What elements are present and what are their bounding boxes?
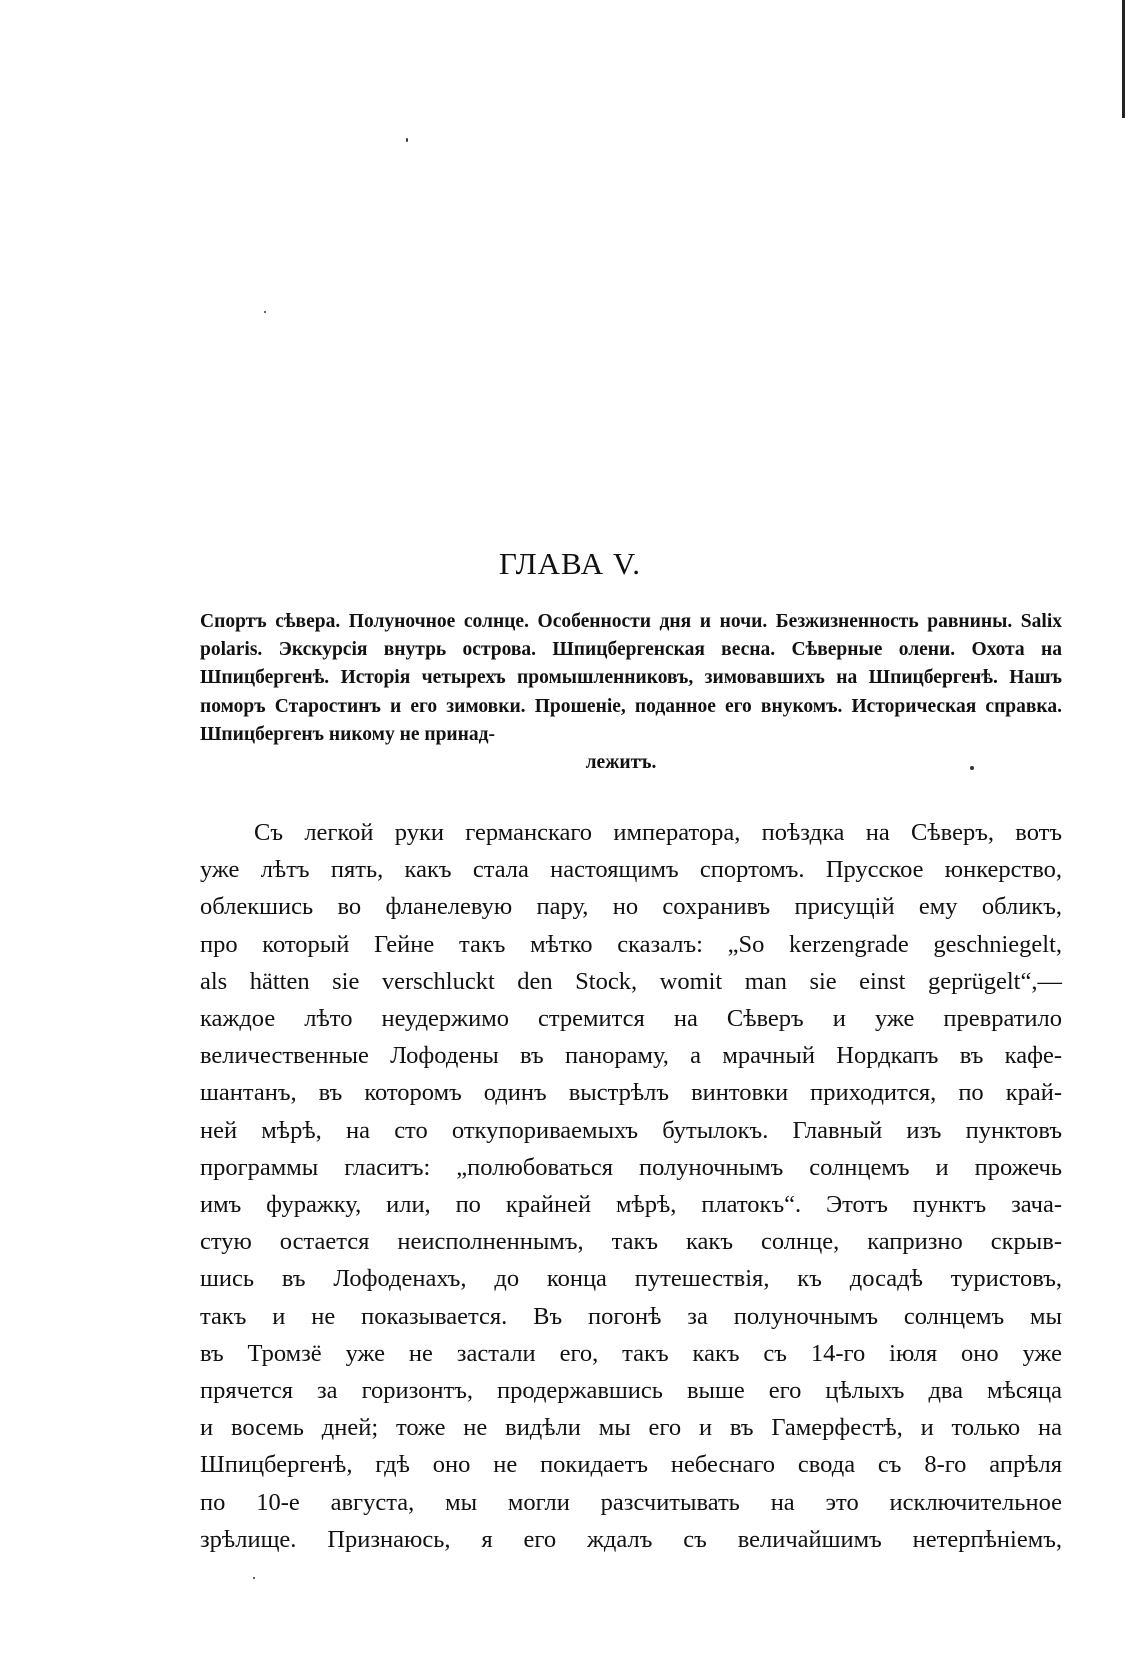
chapter-summary (200, 608, 1062, 777)
text-line: и восемь дней; тоже не видѣли мы его и въ Гамерфестѣ, и только на (200, 1414, 1062, 1442)
print-speck (264, 311, 266, 313)
text-line: Шпицбергенѣ, гдѣ оно не покидаетъ небеснаго свода съ 8-го апрѣля (200, 1451, 1062, 1479)
text-line: по 10-е августа, мы могли разсчитывать на это исключительное (200, 1488, 1062, 1516)
text-line: шись въ Лофоденахъ, до конца путешествія, къ досадѣ туристовъ, (200, 1265, 1062, 1293)
text-line: въ Тромзё уже не застали его, такъ какъ съ 14-го іюля оно уже (200, 1339, 1062, 1367)
text-line: величественные Лофодены въ панораму, а мрачный Нордкапъ въ кафе- (200, 1042, 1062, 1070)
margin-rule (1122, 0, 1125, 118)
text-line: als hätten sie verschluckt den Stock, womit man sie einst geprügelt“,— (200, 967, 1062, 995)
text-line: такъ и не показывается. Въ погонѣ за полуночнымъ солнцемъ мы (200, 1302, 1062, 1330)
text-line: стую остается неисполненнымъ, такъ какъ солнце, капризно скрыв- (200, 1228, 1062, 1256)
text-line: облекшись во фланелевую пару, но сохранивъ присущій ему обликъ, (200, 893, 1062, 921)
print-speck (253, 1577, 255, 1579)
print-speck (406, 138, 408, 142)
text-line: Съ легкой руки германскаго императора, поѣздка на Сѣверъ, вотъ (254, 819, 1062, 846)
chapter-summary-text: Спортъ сѣвера. Полуночное солнце. Особенности дня и ночи. Безжизненность равнины. Salix polaris. Экскурсія внутрь острова. Шпицбергенская весна. Сѣверные олени. Охота на Шпицбергенѣ. Исторія четырехъ промышленниковъ, зимовавшихъ на Шпицбергенѣ. Нашъ поморъ Старостинъ и его зимовки. Прошеніе, поданное его внукомъ. Историческая справка. Шпицбергенъ никому не принад- (200, 611, 1062, 745)
text-line: уже лѣтъ пять, какъ стала настоящимъ спортомъ. Прусское юнкерство, (200, 856, 1062, 884)
body-text (200, 814, 1062, 1558)
chapter-title: ГЛАВА V. (498, 546, 641, 581)
text-line: про который Гейне такъ мѣтко сказалъ: „So kerzengrade geschniegelt, (200, 930, 1062, 958)
text-line: шантанъ, въ которомъ одинъ выстрѣлъ винтовки приходится, по край- (200, 1079, 1062, 1107)
text-line: прячется за горизонтъ, продержавшись выше его цѣлыхъ два мѣсяца (200, 1377, 1062, 1405)
text-line: программы гласитъ: „полюбоваться полуночнымъ солнцемъ и прожечь (200, 1153, 1062, 1181)
text-line: ней мѣрѣ, на сто откупориваемыхъ бутылокъ. Главный изъ пунктовъ (200, 1116, 1062, 1144)
text-line: зрѣлище. Признаюсь, я его ждалъ съ величайшимъ нетерпѣніемъ, (200, 1525, 1062, 1553)
chapter-summary-end: лежитъ. (585, 752, 657, 774)
text-line: имъ фуражку, или, по крайней мѣрѣ, платокъ“. Этотъ пунктъ зача- (200, 1191, 1062, 1219)
text-line: каждое лѣто неудержимо стремится на Сѣверъ и уже превратило (200, 1005, 1062, 1033)
